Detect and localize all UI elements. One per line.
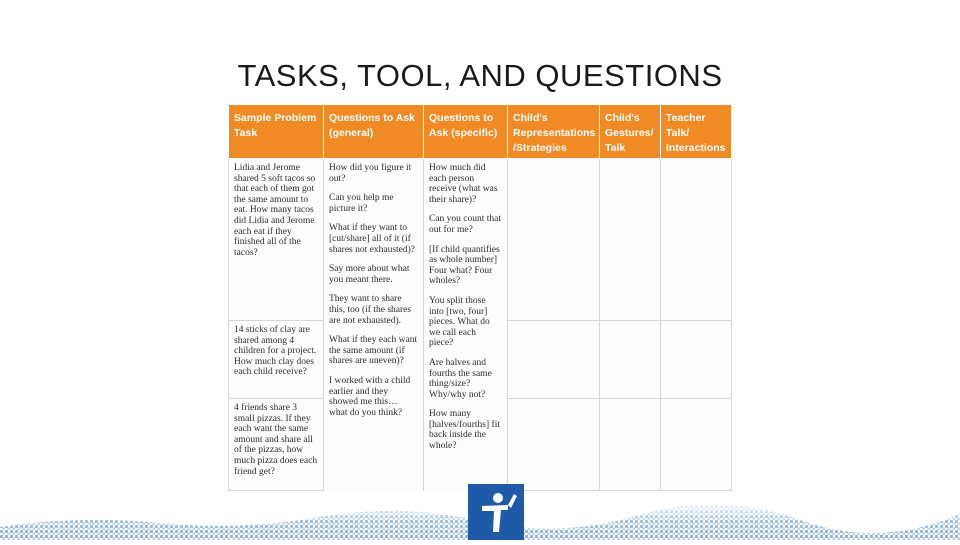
specific-questions-cell bbox=[424, 159, 508, 491]
table-row bbox=[229, 159, 732, 321]
header-child-representations: Child's Representations /Strategies bbox=[508, 105, 600, 159]
header-sample-problem-task: Sample Problem Task bbox=[229, 105, 324, 159]
header-child-gestures: Child's Gestures/ Talk bbox=[600, 105, 661, 159]
question-text: Can you help me picture it? bbox=[329, 193, 394, 214]
task-cell bbox=[229, 159, 324, 321]
question-text: How did you figure it out? bbox=[329, 163, 412, 184]
logo bbox=[468, 484, 524, 540]
task-cell bbox=[229, 321, 324, 399]
question-text: I worked with a child earlier and they showed me this… what do you think? bbox=[329, 375, 411, 418]
question-text: What if they want to [cut/share] all of it (if shares not exhausted)? bbox=[329, 223, 415, 255]
question-text: Say more about what you meant there. bbox=[329, 264, 410, 285]
table-header-row bbox=[229, 105, 732, 159]
task-text: 14 sticks of clay are shared among 4 children for a project. How much clay does each child receive? bbox=[234, 325, 317, 378]
blank-cell bbox=[600, 159, 661, 321]
slide-title: TASKS, TOOL, AND QUESTIONS bbox=[237, 58, 723, 93]
general-questions-cell bbox=[324, 159, 424, 491]
blank-cell bbox=[661, 399, 732, 491]
question-text: How much did each person receive (what was their share)? bbox=[429, 163, 498, 205]
blank-cell bbox=[600, 321, 661, 399]
question-text: What if they each want the same amount (if shares are uneven)? bbox=[329, 335, 418, 367]
header-questions-general: Questions to Ask (general) bbox=[324, 105, 424, 159]
blank-cell bbox=[508, 399, 600, 491]
blank-cell bbox=[508, 321, 600, 399]
person-figure-icon bbox=[468, 484, 524, 540]
task-text: Lidia and Jerome shared 5 soft tacos so that each of them got the same amount to eat. How many tacos did Lidia and Jerome each eat if they finished all of the tacos? bbox=[234, 163, 316, 258]
question-text: They want to share this, too (if the shares are not exhausted). bbox=[329, 294, 412, 326]
header-questions-specific: Questions to Ask (specific) bbox=[424, 105, 508, 159]
task-text: 4 friends share 3 small pizzas. If they each want the same amount and share all of the pizzas, how much pizza does each friend get? bbox=[234, 403, 318, 477]
blank-cell bbox=[600, 399, 661, 491]
question-text: Can you count that out for me? bbox=[429, 214, 502, 235]
blank-cell bbox=[508, 159, 600, 321]
header-teacher-talk: Teacher Talk/ Interactions bbox=[661, 105, 732, 159]
blank-cell bbox=[661, 321, 732, 399]
question-text: How many [halves/fourths] fit back inside the whole? bbox=[429, 409, 500, 452]
question-text: Are halves and fourths the same thing/size? Why/why not? bbox=[429, 357, 492, 400]
tasks-questions-table bbox=[228, 104, 732, 491]
blank-cell bbox=[661, 159, 732, 321]
question-text: [If child quantifies as whole number] Four what? Four wholes? bbox=[429, 244, 500, 287]
question-text: You split those into [two, four] pieces. What do we call each piece? bbox=[429, 295, 490, 349]
task-cell bbox=[229, 399, 324, 491]
